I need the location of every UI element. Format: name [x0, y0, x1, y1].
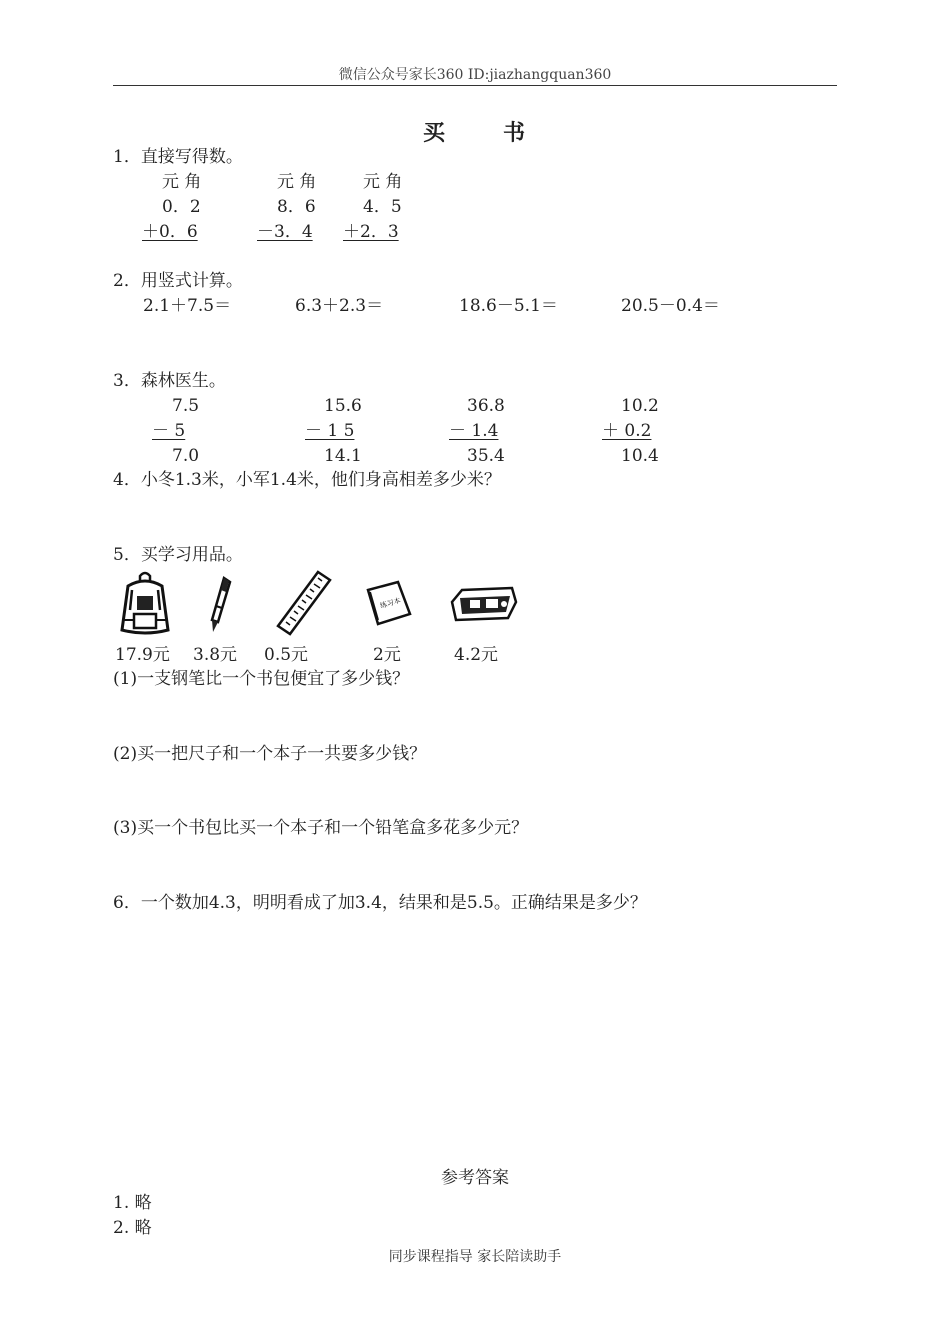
- q2-label: 2．用竖式计算。: [113, 271, 243, 291]
- page-footer: 同步课程指导 家长陪读助手: [388, 1249, 562, 1265]
- q3-item4-result: 10.4: [621, 446, 659, 466]
- title-left-char: 买: [422, 120, 447, 146]
- backpack-icon: [118, 570, 172, 636]
- ruler-icon: [274, 570, 332, 636]
- page-header: 微信公众号家长360 ID:jiazhangquan360: [338, 67, 612, 83]
- page-title: [0, 122, 950, 144]
- q6-label: 6．一个数加4.3，明明看成了加3.4，结果和是5.5。正确结果是多少？: [113, 893, 647, 913]
- q1-col2-top: 8．6: [277, 197, 316, 217]
- q3-item1-result: 7.0: [172, 446, 200, 466]
- q3-item2-result: 14.1: [324, 446, 362, 466]
- q3-item1-op: － 5: [152, 421, 186, 441]
- q1-col3-top: 4．5: [363, 197, 402, 217]
- notebook-label: 练习本: [379, 596, 402, 611]
- q3-item3-result: 35.4: [467, 446, 505, 466]
- q1-col1-top: 0．2: [162, 197, 201, 217]
- q3-item3-op: － 1.4: [449, 421, 499, 441]
- price-backpack: 17.9元: [115, 645, 170, 665]
- q1-col1-units: 元 角: [162, 172, 202, 192]
- pencil-case-icon: [448, 582, 518, 626]
- q1-col2-units: 元 角: [277, 172, 317, 192]
- q2-item-4: 20.5－0.4＝: [621, 296, 720, 316]
- q2-item-3: 18.6－5.1＝: [459, 296, 558, 316]
- answer-2: 2. 略: [113, 1218, 152, 1238]
- q1-col3-units: 元 角: [363, 172, 403, 192]
- answers-heading: 参考答案: [441, 1168, 509, 1188]
- q4-label: 4．小冬1.3米，小军1.4米，他们身高相差多少米？: [113, 470, 501, 490]
- notebook-icon: [364, 580, 412, 626]
- price-pencil-case: 4.2元: [454, 645, 499, 665]
- answer-1: 1. 略: [113, 1193, 152, 1213]
- q5-label: 5．买学习用品。: [113, 545, 243, 565]
- q3-item2-top: 15.6: [324, 396, 362, 416]
- q1-col2-bottom: －3．4: [257, 222, 313, 242]
- q3-label: 3．森林医生。: [113, 371, 226, 391]
- title-right-char: 书: [503, 120, 528, 146]
- q3-item2-op: － 1 5: [305, 421, 355, 441]
- q3-item3-top: 36.8: [467, 396, 505, 416]
- q1-col3-bottom: ＋2．3: [343, 222, 399, 242]
- q2-item-2: 6.3＋2.3＝: [295, 296, 384, 316]
- price-notebook: 2元: [373, 645, 401, 665]
- q3-item1-top: 7.5: [172, 396, 200, 416]
- price-pen: 3.8元: [193, 645, 238, 665]
- q1-col1-bottom: ＋0．6: [142, 222, 198, 242]
- q1-label: 1．直接写得数。: [113, 147, 243, 167]
- header-divider: [113, 85, 837, 86]
- q5-sub1: (1)一支钢笔比一个书包便宜了多少钱？: [113, 669, 410, 689]
- q5-sub3: (3)买一个书包比买一个本子和一个铅笔盒多花多少元？: [113, 818, 529, 838]
- q5-sub2: (2)买一把尺子和一个本子一共要多少钱？: [113, 744, 427, 764]
- q2-item-1: 2.1＋7.5＝: [143, 296, 232, 316]
- q3-item4-top: 10.2: [621, 396, 659, 416]
- pen-icon: [204, 576, 234, 634]
- price-ruler: 0.5元: [264, 645, 309, 665]
- q3-item4-op: ＋ 0.2: [602, 421, 652, 441]
